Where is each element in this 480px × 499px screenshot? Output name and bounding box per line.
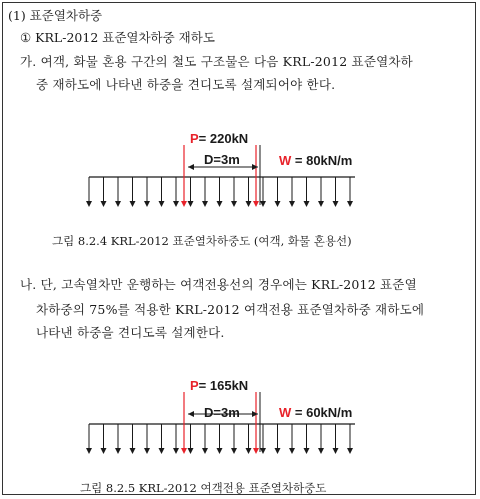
figure1-arrow-head xyxy=(217,201,223,207)
figure2-arrow-head xyxy=(173,448,179,454)
figure1-p-label: P= 220kN xyxy=(190,131,249,146)
figure2-p-label: P= 165kN xyxy=(190,378,249,393)
para-na-line1: 나. 단, 고속열차만 운행하는 여객전용선의 경우에는 KRL-2012 표준열 xyxy=(20,277,417,292)
figure1-arrow-head xyxy=(289,201,295,207)
figure1-point-load-head-1 xyxy=(181,201,187,207)
figure2-dimension-arrow-left xyxy=(188,411,194,417)
figure1-arrow-head xyxy=(318,201,324,207)
figure1-arrow-head xyxy=(115,201,121,207)
figure2-arrow-head xyxy=(144,448,150,454)
figure1-arrow-head xyxy=(246,201,252,207)
figure1-arrow-head xyxy=(304,201,310,207)
figure2-arrow-head xyxy=(188,448,194,454)
figure1-arrow-head xyxy=(231,201,237,207)
figure2-arrow-head xyxy=(86,448,92,454)
figure1-arrow-head xyxy=(159,201,165,207)
figure1-caption: 그림 8.2.4 KRL-2012 표준열차하중도 (여객, 화물 혼용선) xyxy=(52,234,352,248)
figure2-arrow-head xyxy=(347,448,353,454)
para-na-line3: 나타낸 하중을 견디도록 설계한다. xyxy=(36,325,225,340)
figure1-dimension-arrow-right xyxy=(252,164,258,170)
figure2-arrow-head xyxy=(115,448,121,454)
figure1-point-load-head-2 xyxy=(253,201,259,207)
figure2-arrow-head xyxy=(202,448,208,454)
figure1-arrow-head xyxy=(173,201,179,207)
figure2-arrow-head xyxy=(231,448,237,454)
figure2-arrow-head xyxy=(159,448,165,454)
figure1-arrow-head xyxy=(130,201,136,207)
figure2-d-label: D=3m xyxy=(204,405,240,420)
figure2-dimension-arrow-right xyxy=(252,411,258,417)
figure1-arrow-head xyxy=(333,201,339,207)
figure2-arrow-head xyxy=(318,448,324,454)
figure2-arrow-head xyxy=(246,448,252,454)
figure1-arrow-head xyxy=(188,201,194,207)
figure1-arrow-head xyxy=(144,201,150,207)
para-ga-line2: 중 재하도에 나타낸 하중을 견디도록 설계되어야 한다. xyxy=(36,77,336,92)
figure2-point-load-head-1 xyxy=(181,448,187,454)
figure2-arrow-head xyxy=(101,448,107,454)
figure2-caption: 그림 8.2.5 KRL-2012 여객전용 표준열차하중도 xyxy=(80,481,327,495)
figure2-point-load-head-2 xyxy=(253,448,259,454)
para-na-line2: 차하중의 75%를 적용한 KRL-2012 여객전용 표준열차하중 재하도에 xyxy=(36,302,425,317)
figure1-arrow-head xyxy=(260,201,266,207)
figure1-d-label: D=3m xyxy=(204,152,240,167)
figure2-arrow-head xyxy=(304,448,310,454)
figure2-w-label: W = 60kN/m xyxy=(279,405,353,420)
figure1-arrow-head xyxy=(86,201,92,207)
figure1-arrow-head xyxy=(275,201,281,207)
figure2-arrow-head xyxy=(275,448,281,454)
section-heading: (1) 표준열차하중 xyxy=(8,8,103,23)
sub-heading: ① KRL-2012 표준열차하중 재하도 xyxy=(20,30,215,45)
figure1-w-label: W = 80kN/m xyxy=(279,153,353,168)
para-ga-line1: 가. 여객, 화물 혼용 구간의 철도 구조물은 다음 KRL-2012 표준열차하 xyxy=(20,54,413,69)
figure2-arrow-head xyxy=(217,448,223,454)
figure1-arrow-head xyxy=(347,201,353,207)
figure2-arrow-head xyxy=(260,448,266,454)
figure2-arrow-head xyxy=(130,448,136,454)
figure2-arrow-head xyxy=(289,448,295,454)
figure2-load-diagram xyxy=(86,392,355,454)
figure1-arrow-head xyxy=(202,201,208,207)
figure1-dimension-arrow-left xyxy=(188,164,194,170)
figure2-arrow-head xyxy=(333,448,339,454)
figure1-arrow-head xyxy=(101,201,107,207)
